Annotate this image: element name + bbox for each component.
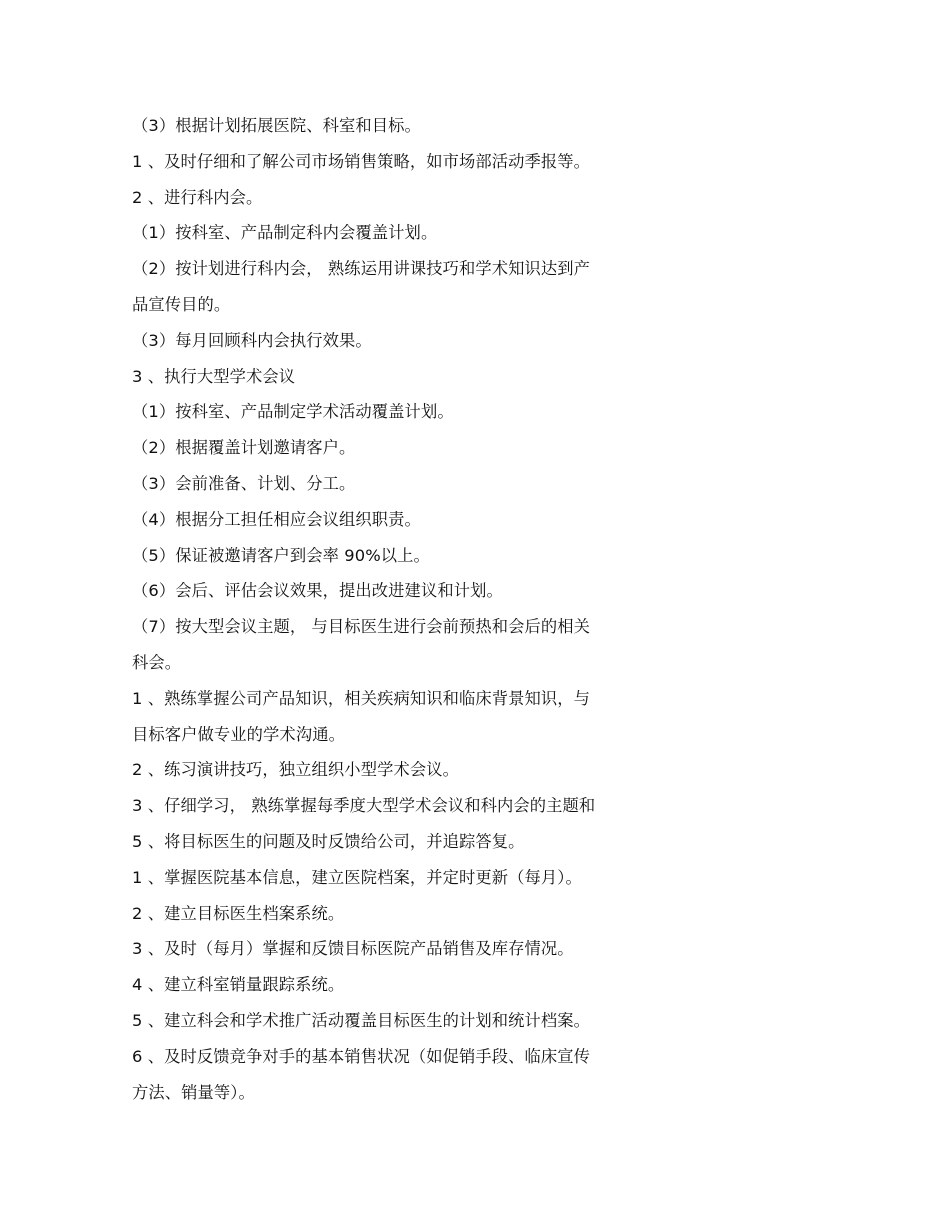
text-line: 2 、建立目标医生档案系统。: [132, 903, 345, 923]
text-line: （2）按计划进行科内会， 熟练运用讲课技巧和学术知识达到产: [132, 259, 591, 279]
text-line: 5 、将目标医生的问题及时反馈给公司，并追踪答复。: [132, 831, 525, 851]
text-line: 科会。: [132, 652, 182, 672]
text-line: （1）按科室、产品制定科内会覆盖计划。: [132, 223, 438, 243]
text-line: 4 、建立科室销量跟踪系统。: [132, 975, 345, 995]
text-line: （4）根据分工担任相应会议组织职责。: [132, 509, 421, 529]
text-line: 2 、练习演讲技巧，独立组织小型学术会议。: [132, 760, 459, 780]
text-line: 3 、仔细学习， 熟练掌握每季度大型学术会议和科内会的主题和: [132, 796, 596, 816]
text-line: 5 、建立科会和学术推广活动覆盖目标医生的计划和统计档案。: [132, 1010, 591, 1030]
text-line: 目标客户做专业的学术沟通。: [132, 724, 345, 744]
text-line: （5）保证被邀请客户到会率 90%以上。: [132, 545, 430, 565]
text-line: （2）根据覆盖计划邀请客户。: [132, 438, 356, 458]
text-line: 2 、进行科内会。: [132, 187, 263, 207]
text-line: （1）按科室、产品制定学术活动覆盖计划。: [132, 402, 454, 422]
document-body: [132, 108, 667, 1110]
text-line: （3）每月回顾科内会执行效果。: [132, 330, 372, 350]
text-line: 1 、掌握医院基本信息，建立医院档案，并定时更新（每月）。: [132, 867, 582, 887]
text-line: 3 、执行大型学术会议: [132, 366, 296, 386]
text-line: 6 、及时反馈竞争对手的基本销售状况（如促销手段、临床宣传: [132, 1046, 591, 1066]
text-line: 3 、及时（每月）掌握和反馈目标医院产品销售及库存情况。: [132, 939, 574, 959]
text-line: 品宣传目的。: [132, 294, 231, 314]
text-line: 1 、及时仔细和了解公司市场销售策略，如市场部活动季报等。: [132, 151, 591, 171]
text-line: （7）按大型会议主题， 与目标医生进行会前预热和会后的相关: [132, 617, 591, 637]
text-line: 1 、熟练掌握公司产品知识，相关疾病知识和临床背景知识，与: [132, 688, 591, 708]
text-line: （6）会后、评估会议效果，提出改进建议和计划。: [132, 581, 503, 601]
text-line: （3）根据计划拓展医院、科室和目标。: [132, 116, 421, 135]
text-line: （3）会前准备、计划、分工。: [132, 473, 356, 493]
text-line: 方法、销量等）。: [132, 1082, 255, 1102]
